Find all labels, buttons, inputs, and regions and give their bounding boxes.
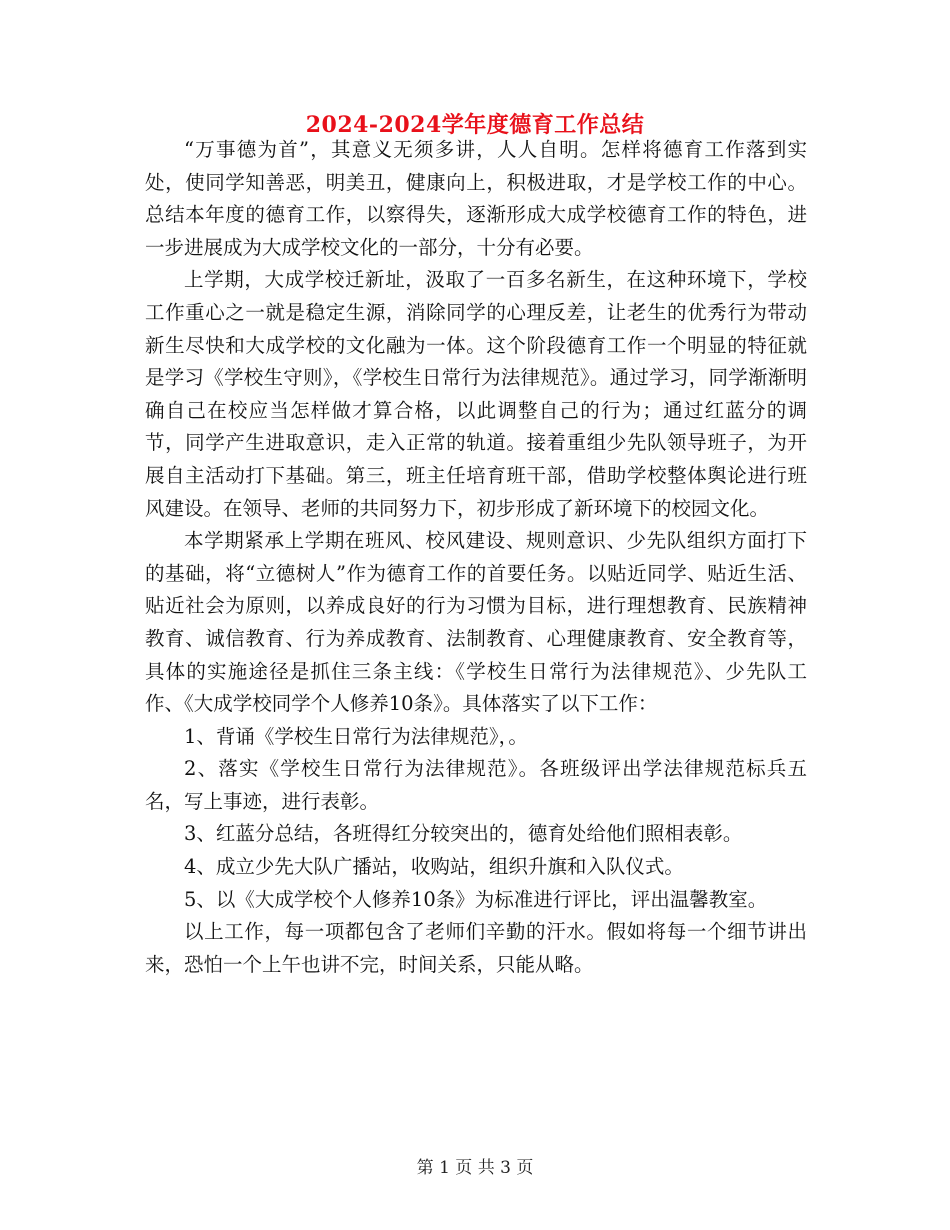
list-item-4: 4、成立少先大队广播站，收购站，组织升旗和入队仪式。	[184, 855, 684, 879]
paragraph-last-semester: 上学期，大成学校迁新址，汲取了一百多名新生，在这种环境下，学校工作重心之一就是稳定生源，消除同学的心理反差，让老生的优秀行为带动新生尽快和大成学校的文化融为一体。这个阶段德育工作一个明显的特征就是学习《学校生守则》，《学校生日常行为法律规范》。通过学习，同学渐渐明确自己在校应当怎样做才算合格，以此调整自己的行为；通过红蓝分的调节，同学产生进取意识，走入正常的轨道。接着重组少先队领导班子，为开展自主活动打下基础。第三，班主任培育班干部，借助学校整体舆论进行班风建设。在领导、老师的共同努力下，初步形成了新环境下的校园文化。	[145, 268, 807, 520]
paragraph-this-semester: 本学期紧承上学期在班风、校风建设、规则意识、少先队组织方面打下的基础，将“立德树人”作为德育工作的首要任务。以贴近同学、贴近生活、贴近社会为原则，以养成良好的行为习惯为目标，进行理想教育、民族精神教育、诚信教育、行为养成教育、法制教育、心理健康教育、安全教育等，具体的实施途径是抓住三条主线：《学校生日常行为法律规范》、少先队工作、《大成学校同学个人修养10条》。具体落实了以下工作：	[145, 529, 807, 716]
document-body	[145, 134, 807, 981]
list-item-2: 2、落实《学校生日常行为法律规范》。各班级评出学法律规范标兵五名，写上事迹，进行表彰。	[145, 757, 807, 813]
paragraph-intro: “万事德为首”，其意义无须多讲，人人自明。怎样将德育工作落到实处，使同学知善恶，明美丑，健康向上，积极进取，才是学校工作的中心。总结本年度的德育工作，以察得失，逐渐形成大成学校德育工作的特色，进一步进展成为大成学校文化的一部分，十分有必要。	[145, 138, 807, 259]
paragraph-closing: 以上工作，每一项都包含了老师们辛勤的汗水。假如将每一个细节讲出来，恐怕一个上午也讲不完，时间关系，只能从略。	[145, 920, 807, 976]
list-item-1: 1、背诵《学校生日常行为法律规范》，。	[184, 724, 528, 748]
page-footer: 第 1 页 共 3 页	[416, 1158, 534, 1178]
document-title: 2024-2024学年度德育工作总结	[305, 112, 645, 138]
list-item-3: 3、红蓝分总结，各班得红分较突出的，德育处给他们照相表彰。	[184, 822, 743, 846]
list-item-5: 5、以《大成学校个人修养10条》为标准进行评比，评出温馨教室。	[184, 887, 768, 911]
